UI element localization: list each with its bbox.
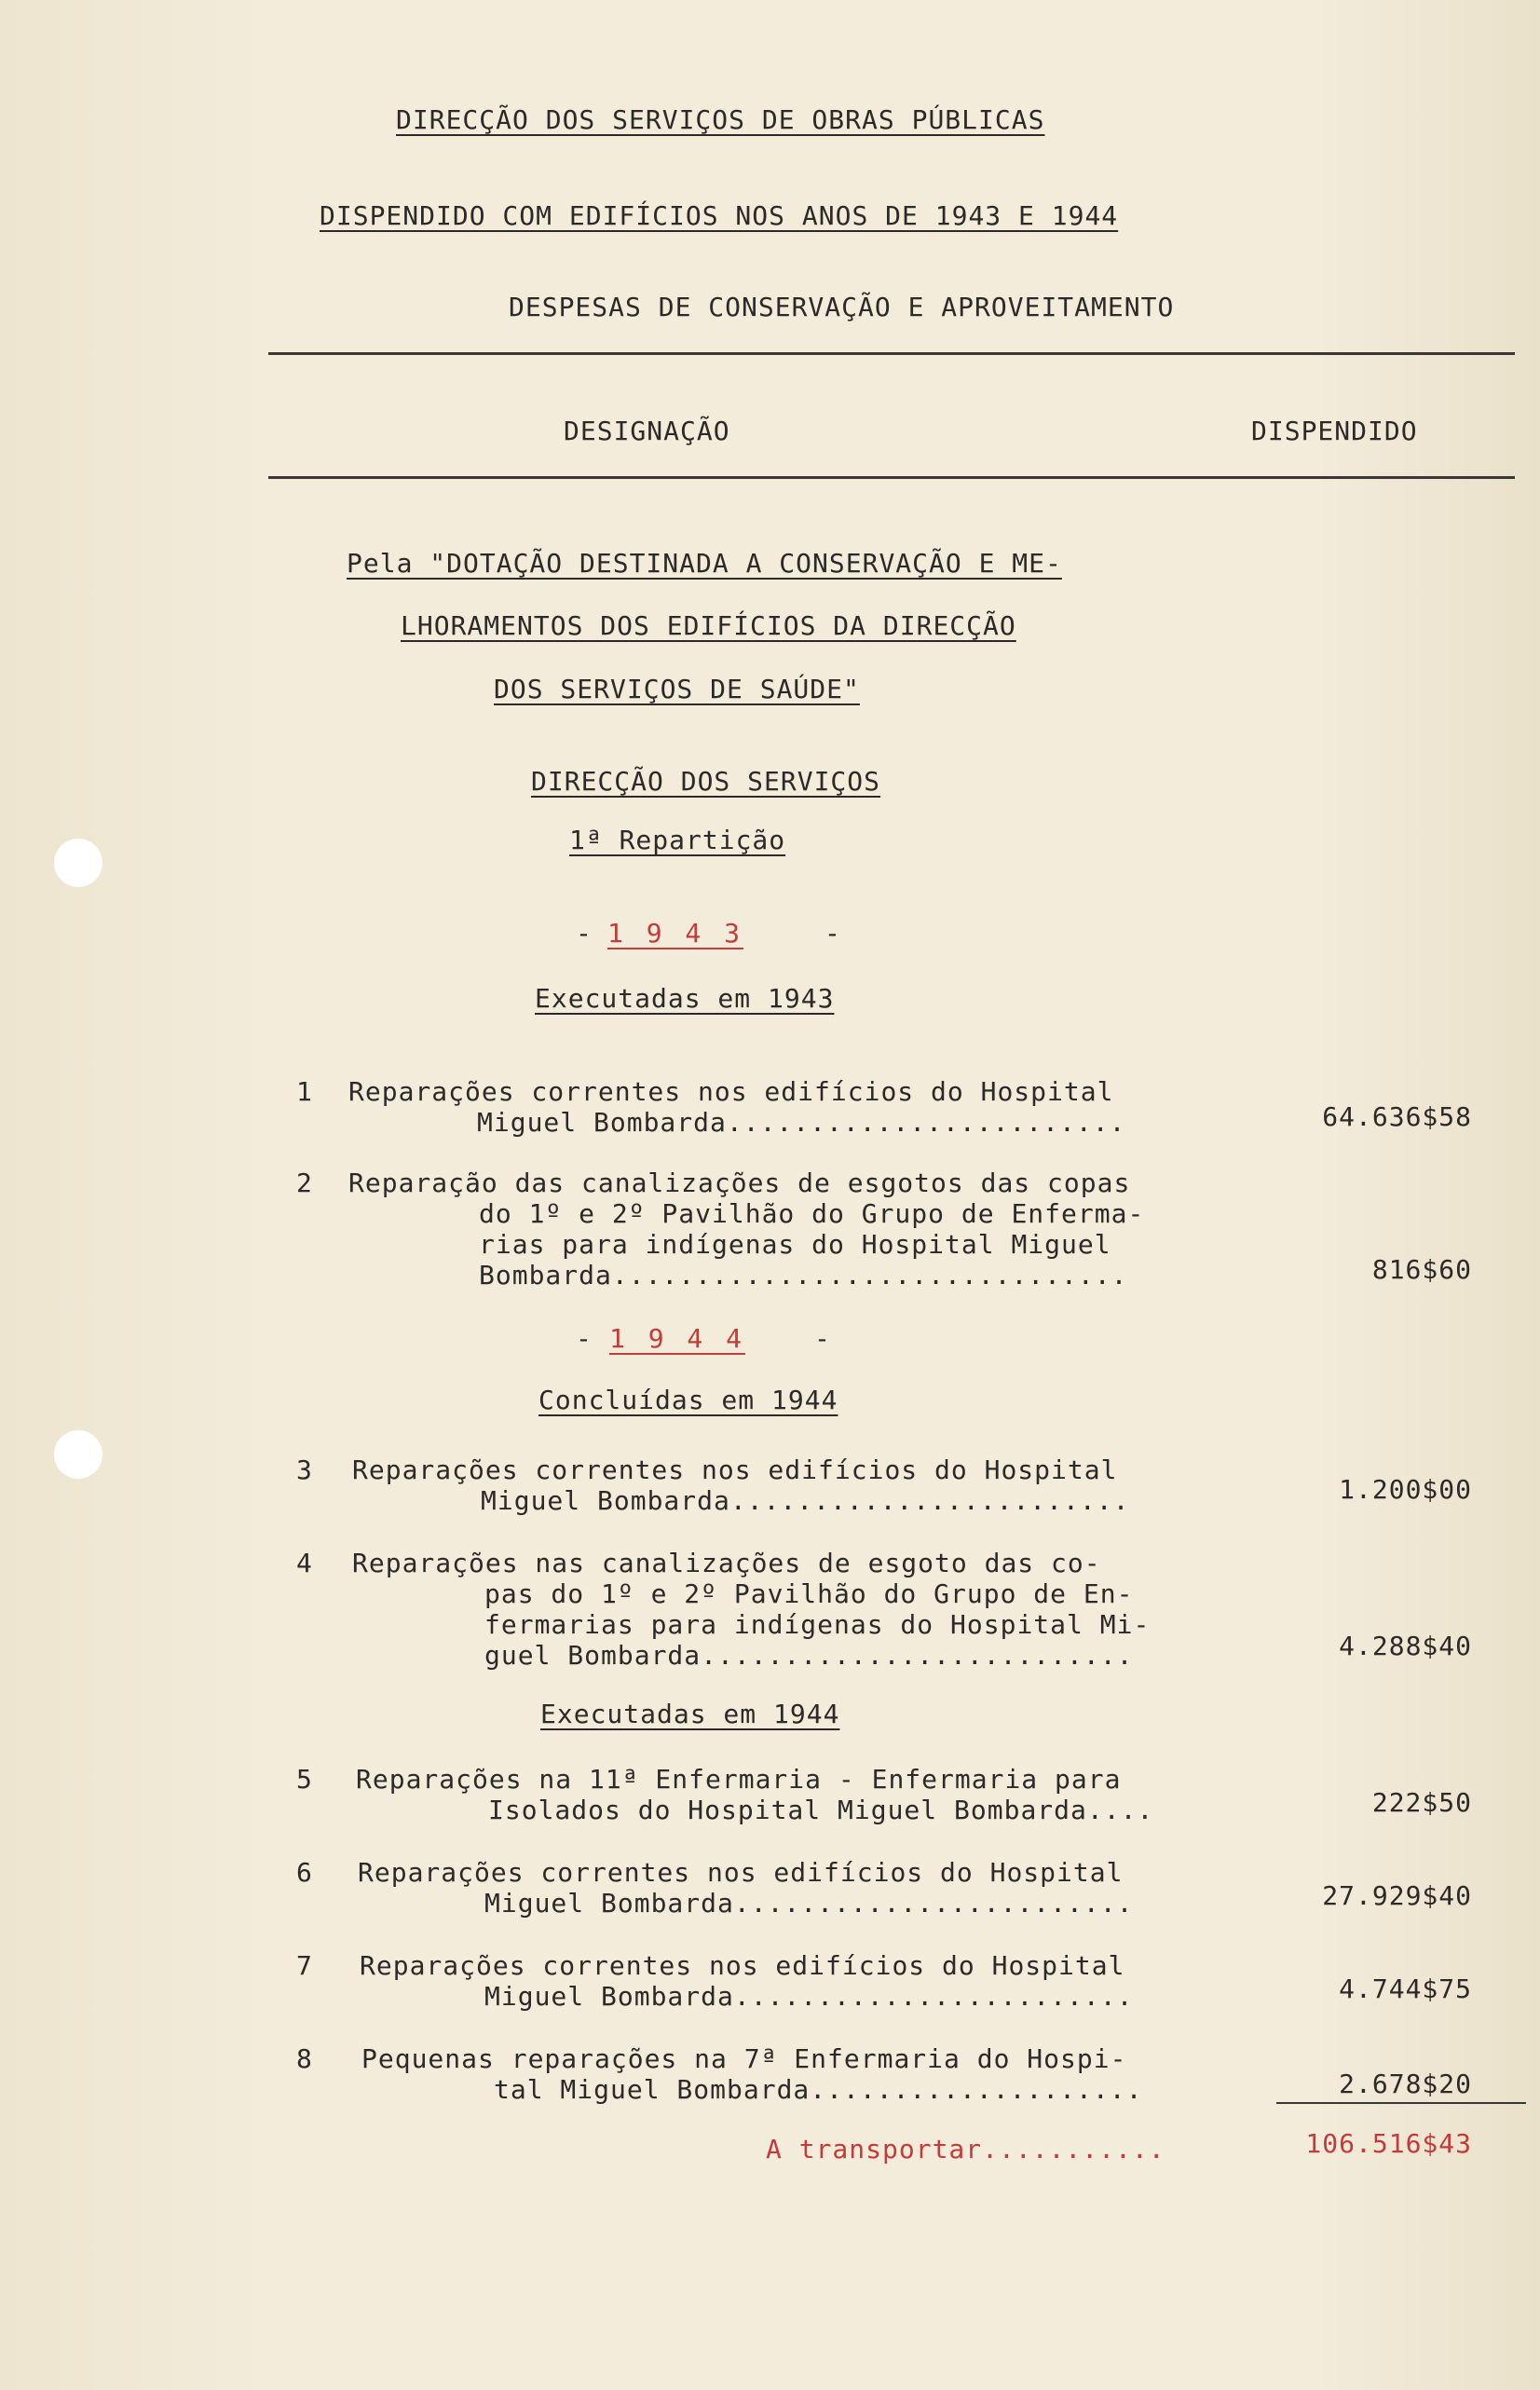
item-number: 7 bbox=[296, 1950, 313, 1981]
item-number: 3 bbox=[296, 1454, 313, 1485]
punch-hole bbox=[54, 839, 102, 887]
year-dash: - bbox=[825, 918, 841, 949]
item-text: fermarias para indígenas do Hospital Mi- bbox=[484, 1609, 1151, 1640]
section-heading: Concluídas em 1944 bbox=[538, 1385, 838, 1415]
total-amount: 106.516$43 bbox=[1305, 2128, 1472, 2159]
total-label: A transportar........... bbox=[766, 2134, 1165, 2165]
allocation-line: Pela "DOTAÇÃO DESTINADA A CONSERVAÇÃO E ME- bbox=[347, 548, 1062, 579]
item-text: Pequenas reparações na 7ª Enfermaria do Hospi- bbox=[361, 2043, 1127, 2074]
item-number: 2 bbox=[296, 1168, 313, 1198]
item-number: 8 bbox=[296, 2043, 313, 2074]
item-text: Reparações correntes nos edifícios do Hospital bbox=[352, 1454, 1118, 1485]
item-amount: 222$50 bbox=[1371, 1787, 1472, 1818]
item-text: Reparações nas canalizações de esgoto das co- bbox=[352, 1548, 1101, 1578]
year-heading-1944: 1 9 4 4 bbox=[609, 1323, 746, 1354]
allocation-line: LHORAMENTOS DOS EDIFÍCIOS DA DIRECÇÃO bbox=[401, 610, 1016, 641]
item-text: Miguel Bombarda........................ bbox=[484, 1981, 1134, 2012]
item-text: Reparações na 11ª Enfermaria - Enfermaria para bbox=[356, 1764, 1122, 1795]
item-amount: 64.636$58 bbox=[1322, 1101, 1472, 1132]
column-header-spent: DISPENDIDO bbox=[1251, 416, 1418, 446]
item-number: 1 bbox=[296, 1076, 313, 1107]
year-heading-1943: 1 9 4 3 bbox=[607, 918, 744, 949]
item-text: guel Bombarda.......................... bbox=[484, 1640, 1134, 1671]
item-number: 6 bbox=[296, 1857, 313, 1888]
item-text: Bombarda............................... bbox=[479, 1260, 1128, 1291]
header-subtitle: DISPENDIDO COM EDIFÍCIOS NOS ANOS DE 1943 E 1944 bbox=[320, 200, 1119, 231]
item-amount: 4.288$40 bbox=[1339, 1631, 1472, 1661]
year-dash: - bbox=[576, 1323, 593, 1354]
item-text: Reparações correntes nos edifícios do Hospital bbox=[360, 1950, 1125, 1981]
section-heading: Executadas em 1944 bbox=[540, 1699, 840, 1729]
year-dash: - bbox=[576, 918, 593, 949]
header-title: DIRECÇÃO DOS SERVIÇOS DE OBRAS PÚBLICAS bbox=[396, 104, 1045, 135]
header-section: DESPESAS DE CONSERVAÇÃO E APROVEITAMENTO bbox=[509, 292, 1175, 322]
item-amount: 27.929$40 bbox=[1322, 1880, 1472, 1911]
item-amount: 816$60 bbox=[1371, 1254, 1472, 1285]
item-text: Reparações correntes nos edifícios do Hospital bbox=[358, 1857, 1124, 1888]
item-number: 5 bbox=[296, 1764, 313, 1795]
department-subtitle: 1ª Repartição bbox=[569, 825, 786, 855]
item-text: rias para indígenas do Hospital Miguel bbox=[479, 1229, 1111, 1260]
divider bbox=[268, 476, 1515, 479]
allocation-line: DOS SERVIÇOS DE SAÚDE" bbox=[494, 674, 860, 704]
item-text: Miguel Bombarda........................ bbox=[481, 1485, 1130, 1516]
item-number: 4 bbox=[296, 1548, 313, 1578]
item-text: Reparações correntes nos edifícios do Hospital bbox=[348, 1076, 1114, 1107]
item-text: Reparação das canalizações de esgotos das copas bbox=[348, 1168, 1131, 1198]
sum-rule bbox=[1276, 2102, 1526, 2104]
item-text: pas do 1º e 2º Pavilhão do Grupo de En- bbox=[484, 1578, 1134, 1609]
item-text: Isolados do Hospital Miguel Bombarda.... bbox=[488, 1795, 1154, 1825]
section-heading: Executadas em 1943 bbox=[535, 983, 835, 1014]
item-text: do 1º e 2º Pavilhão do Grupo de Enferma- bbox=[479, 1198, 1145, 1229]
item-amount: 4.744$75 bbox=[1339, 1973, 1472, 2004]
item-amount: 1.200$00 bbox=[1339, 1474, 1472, 1505]
item-text: Miguel Bombarda........................ bbox=[477, 1107, 1126, 1138]
item-text: tal Miguel Bombarda.................... bbox=[494, 2074, 1143, 2105]
item-amount: 2.678$20 bbox=[1339, 2069, 1472, 2099]
divider bbox=[268, 352, 1515, 355]
year-dash: - bbox=[814, 1323, 831, 1354]
punch-hole bbox=[54, 1430, 102, 1479]
item-text: Miguel Bombarda........................ bbox=[484, 1888, 1134, 1919]
department-title: DIRECÇÃO DOS SERVIÇOS bbox=[531, 766, 881, 797]
column-header-designation: DESIGNAÇÃO bbox=[564, 416, 730, 446]
